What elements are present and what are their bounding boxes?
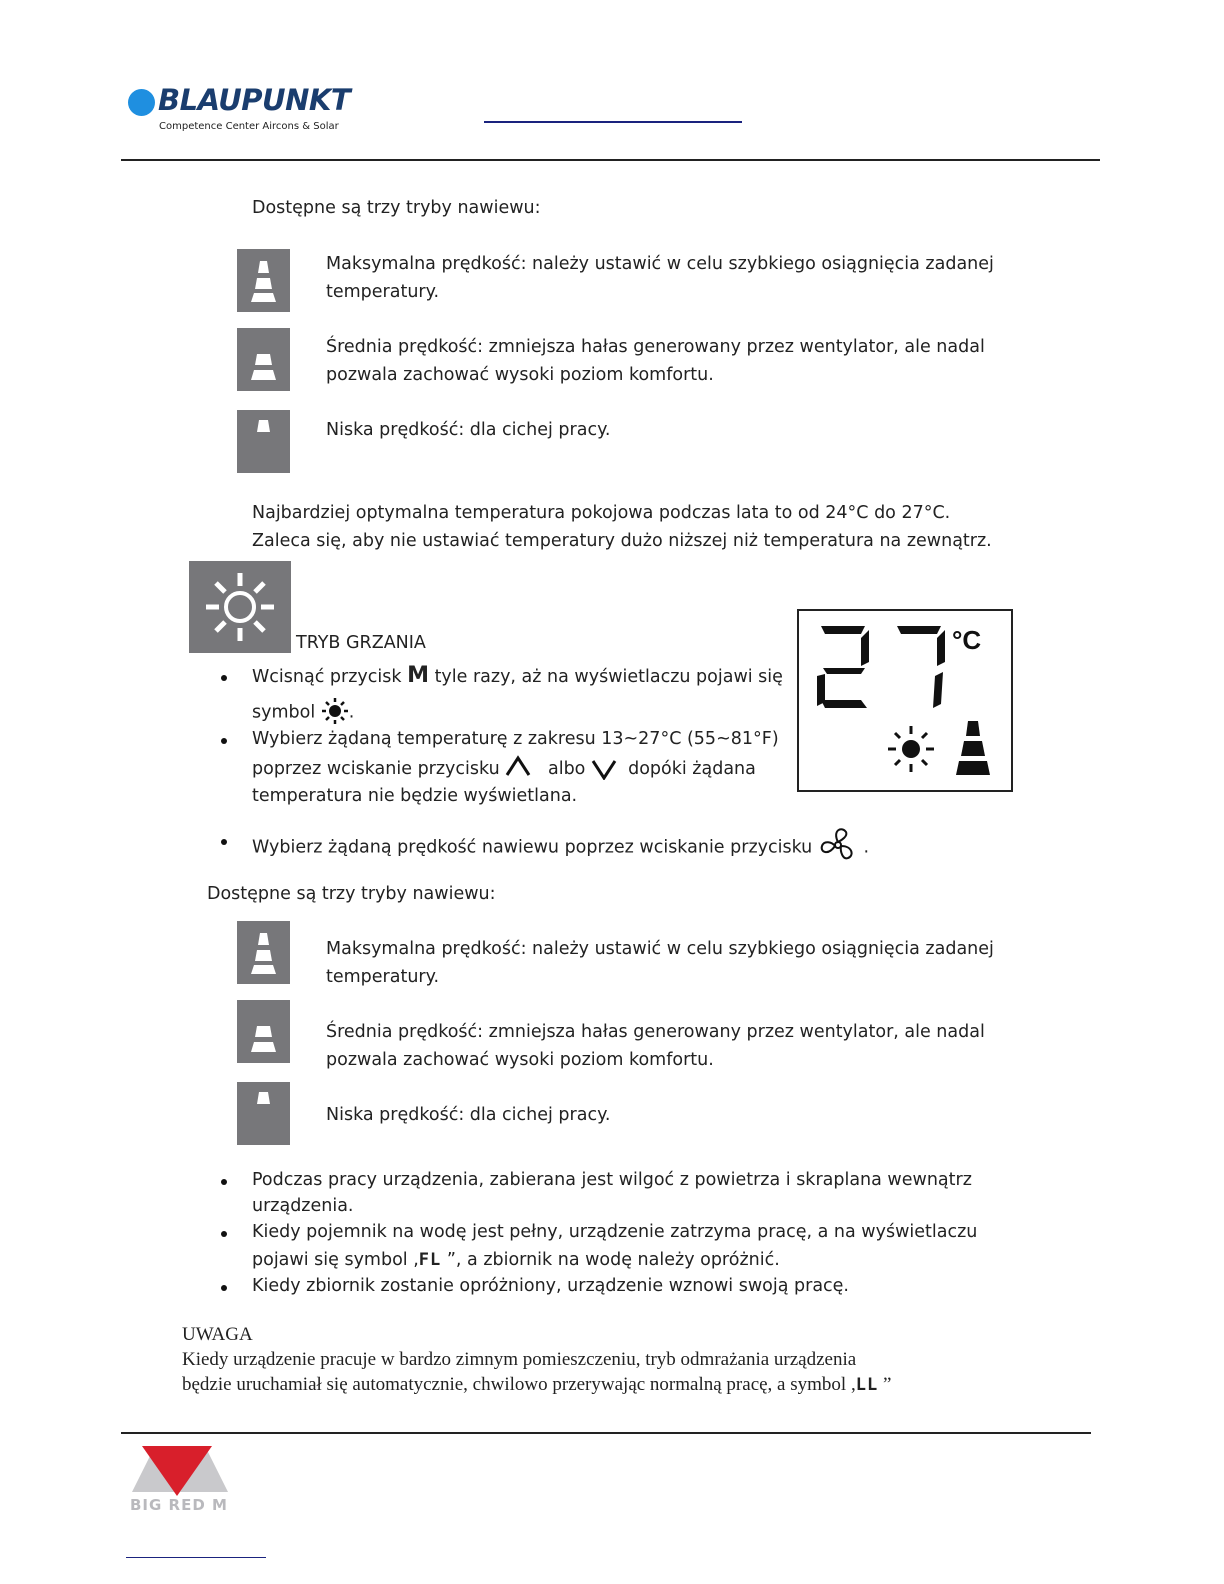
speed-high-text-1: Maksymalna prędkość: należy ustawić w celu szybkiego osiągnięcia zadanej: [326, 254, 994, 274]
fan-speed-low-icon: [237, 1082, 290, 1145]
speed-medium-text-1: Średnia prędkość: zmniejsza hałas generowany przez wentylator, ale nadal: [326, 337, 985, 357]
mode-button-label: M: [407, 663, 429, 688]
speed-high-text-2: temperatury.: [326, 967, 440, 987]
footer-divider: [121, 1432, 1091, 1434]
note-line-2-b: ”: [882, 1374, 892, 1395]
bullet: [221, 675, 227, 681]
heating-step-3-end: .: [863, 837, 870, 858]
lcd-display: [797, 609, 1013, 792]
bullet: [221, 839, 227, 845]
fan-icon: [818, 826, 858, 869]
bullet-2-a: pojawi się symbol ,: [252, 1250, 419, 1270]
bullet-2-line-2: [252, 1246, 780, 1274]
heating-step-2-c: dopóki żądana: [628, 759, 756, 779]
speed-medium-text-2: pozwala zachować wysoki poziom komfortu.: [326, 1050, 714, 1070]
fan-speed-low-icon: [237, 410, 290, 473]
footer-logo: [128, 1444, 232, 1516]
heating-mode-title: TRYB GRZANIA: [296, 633, 426, 653]
bullet: [221, 738, 227, 744]
speed-low-text: Niska prędkość: dla cichej pracy.: [326, 1105, 611, 1125]
bullet-2-line-1: Kiedy pojemnik na wodę jest pełny, urządzenie zatrzyma pracę, a na wyświetlaczu: [252, 1222, 978, 1242]
heating-step-1-a: Wcisnąć przycisk: [252, 667, 402, 687]
footer-logo-text: BIG RED M: [130, 1496, 228, 1514]
lcd-unit: °C: [952, 625, 982, 655]
heating-mode-icon: [189, 561, 291, 653]
lcd-sun-icon: [888, 726, 934, 772]
heating-step-2-line-2: [252, 755, 756, 783]
full-tank-symbol: FL: [418, 1250, 442, 1270]
fan-modes-intro: Dostępne są trzy tryby nawiewu:: [252, 198, 541, 218]
header-link[interactable]: [484, 121, 742, 123]
lcd-fan-speed-icon: [956, 721, 990, 775]
speed-high-text-1: Maksymalna prędkość: należy ustawić w celu szybkiego osiągnięcia zadanej: [326, 939, 994, 959]
fan-modes-intro-2: Dostępne są trzy tryby nawiewu:: [207, 884, 496, 904]
bullet-1-line-2: urządzenia.: [252, 1196, 354, 1216]
fan-speed-high-icon: [237, 921, 290, 984]
bullet-1-line-1: Podczas pracy urządzenia, zabierana jest wilgoć z powietrza i skraplana wewnątrz: [252, 1170, 972, 1190]
fan-speed-medium-icon: [237, 1000, 290, 1063]
heating-step-1-b: tyle razy, aż na wyświetlaczu pojawi się: [434, 667, 783, 687]
arrow-up-icon: [505, 755, 531, 783]
sun-icon: [321, 697, 349, 728]
arrow-down-icon: [591, 755, 617, 783]
heating-step-2-a: poprzez wciskanie przycisku: [252, 759, 500, 779]
note-line-2: [182, 1371, 891, 1399]
speed-high-text-2: temperatury.: [326, 282, 440, 302]
heating-step-1-cont: symbol .: [252, 697, 354, 728]
brand-logo: BLAUPUNKT: [158, 83, 351, 117]
header-divider: [121, 159, 1100, 161]
note-line-2-a: będzie uruchamiał się automatycznie, chwilowo przerywając normalną pracę, a symbol ,: [182, 1374, 856, 1395]
fan-speed-medium-icon: [237, 328, 290, 391]
brand-subtitle: Competence Center Aircons & Solar: [159, 121, 339, 132]
footer-link[interactable]: [126, 1557, 266, 1558]
bullet: [221, 1285, 227, 1291]
fan-speed-high-icon: [237, 249, 290, 312]
heating-step-1: [252, 662, 783, 691]
optimal-temp-line-1: Najbardziej optymalna temperatura pokojowa podczas lata to od 24°C do 27°C.: [252, 503, 951, 523]
defrost-symbol: LL: [855, 1375, 879, 1395]
speed-medium-text-1: Średnia prędkość: zmniejsza hałas generowany przez wentylator, ale nadal: [326, 1022, 985, 1042]
bullet-2-b: ”, a zbiornik na wodę należy opróżnić.: [446, 1250, 780, 1270]
note-line-1: Kiedy urządzenie pracuje w bardzo zimnym pomieszczeniu, tryb odmrażania urządzenia: [182, 1349, 857, 1370]
speed-low-text: Niska prędkość: dla cichej pracy.: [326, 420, 611, 440]
heating-step-1-c: symbol: [252, 702, 316, 723]
bullet: [221, 1231, 227, 1237]
speed-medium-text-2: pozwala zachować wysoki poziom komfortu.: [326, 365, 714, 385]
brand-logo-dot: [128, 89, 155, 116]
heating-step-2-line-3: temperatura nie będzie wyświetlana.: [252, 786, 578, 806]
lcd-digits: [799, 611, 1011, 790]
bullet-3: Kiedy zbiornik zostanie opróżniony, urządzenie wznowi swoją pracę.: [252, 1276, 849, 1296]
heating-step-2-b: albo: [547, 759, 586, 779]
note-title: UWAGA: [182, 1324, 253, 1345]
heating-step-3: [252, 826, 869, 869]
optimal-temp-line-2: Zaleca się, aby nie ustawiać temperatury dużo niższej niż temperatura na zewnątrz.: [252, 531, 992, 551]
bullet: [221, 1179, 227, 1185]
heating-step-2-line-1: Wybierz żądaną temperaturę z zakresu 13~27°C (55~81°F): [252, 729, 779, 749]
heating-step-3-text: Wybierz żądaną prędkość nawiewu poprzez wciskanie przycisku: [252, 837, 813, 858]
